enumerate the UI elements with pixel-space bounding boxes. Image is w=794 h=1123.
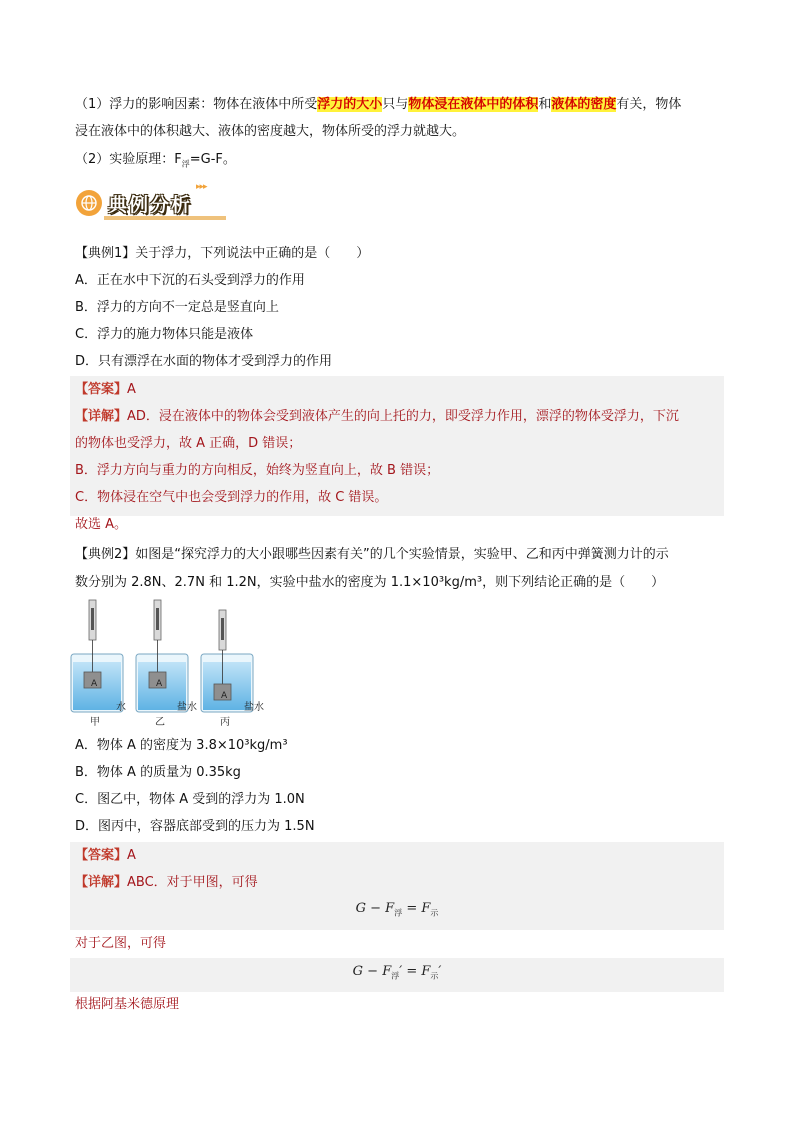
formula-prime: ′: [438, 964, 442, 979]
answer-value: A: [127, 382, 136, 397]
example1-option-a: A．正在水中下沉的石头受到浮力的作用: [75, 273, 305, 288]
principle-text: （1）浮力的影响因素：物体在液体中所受: [75, 97, 318, 112]
answer-value: A: [127, 848, 136, 863]
answer-tag: 【答案】: [75, 848, 128, 863]
example2-option-d: D．图丙中，容器底部受到的压力为 1.5N: [75, 819, 315, 834]
example2-option-b: B．物体 A 的质量为 0.35kg: [75, 765, 241, 780]
formula-var: F: [421, 964, 431, 979]
formula-op: −: [363, 964, 383, 979]
example1-answer: [75, 380, 136, 400]
example2-option-a: A．物体 A 的密度为 3.8×10³kg/m³: [75, 738, 288, 753]
principle-line-1: [75, 95, 681, 115]
principle-text: （2）实验原理：F: [75, 152, 182, 167]
formula-var: F: [382, 964, 392, 979]
experiment-figure: [70, 596, 280, 730]
example1-option-c: C．浮力的施力物体只能是液体: [75, 327, 254, 342]
example1-detail-line-2: 的物体也受浮力，故 A 正确，D 错误；: [75, 436, 302, 451]
formula-op: −: [365, 901, 386, 916]
detail-tag: 【详解】: [75, 875, 128, 890]
liquid-label-water: 水: [116, 702, 126, 713]
example1-option-d: D．只有漂浮在水面的物体才受到浮力的作用: [75, 354, 333, 369]
example1-detail-line-5: 故选 A。: [75, 517, 128, 532]
beaker-yi: [136, 600, 188, 712]
beaker-label-jia: 甲: [90, 717, 100, 728]
formula-sub: 示: [430, 971, 439, 981]
example2-question-line-2: 数分别为 2.8N、2.7N 和 1.2N，实验中盐水的密度为 1.1×10³kg/m³，则下列结论正确的是（ ）: [75, 575, 665, 590]
formula-op: =: [402, 964, 422, 979]
example2-option-c: C．图乙中，物体 A 受到的浮力为 1.0N: [75, 792, 305, 807]
beaker-label-yi: 乙: [155, 717, 165, 728]
principle-text: 和: [538, 97, 552, 112]
principle-text: =G-F。: [189, 152, 236, 167]
principle-line-3: [75, 150, 236, 175]
beaker-label-bing: 丙: [220, 717, 230, 728]
arrows-icon: ▸▸▸: [196, 182, 207, 192]
formula-var: F: [385, 901, 395, 916]
highlight-buoyancy-size: 浮力的大小: [317, 97, 383, 112]
example2-detail-line-3: 根据阿基米德原理: [75, 997, 180, 1012]
liquid-label-saltwater: 盐水: [244, 702, 264, 713]
formula-sub: 浮: [391, 971, 400, 981]
globe-icon: [76, 190, 102, 216]
formula-var: F: [421, 901, 431, 916]
formula-prime: ′: [399, 964, 403, 979]
formula-var: G: [355, 901, 366, 916]
detail-tag: 【详解】: [75, 409, 128, 424]
highlight-liquid-density: 液体的密度: [551, 97, 617, 112]
formula-sub: 示: [430, 908, 439, 918]
formula-op: =: [402, 901, 422, 916]
beaker-jia: [71, 600, 123, 712]
example2-detail-line-1: [75, 873, 258, 893]
formula-sub: 浮: [394, 908, 403, 918]
principle-text: 有关，物体: [616, 97, 682, 112]
example1-question: 【典例1】关于浮力，下列说法中正确的是（ ）: [75, 246, 370, 261]
block-label-a: A: [91, 679, 98, 689]
formula-var: G: [352, 964, 364, 979]
example2-detail-line-2: 对于乙图，可得: [75, 936, 167, 951]
formula-2: [70, 964, 724, 982]
formula-1: [70, 901, 724, 919]
banner-title: 典例分析: [108, 194, 193, 216]
detail-text: ABC．对于甲图，可得: [127, 875, 258, 890]
example1-option-b: B．浮力的方向不一定总是竖直向上: [75, 300, 279, 315]
block-label-a: A: [221, 691, 228, 701]
example2-question-line-1: 【典例2】如图是“探究浮力的大小跟哪些因素有关”的几个实验情景，实验甲、乙和丙中弹簧测力计的示: [75, 547, 669, 562]
section-banner: [76, 182, 226, 222]
detail-text: AD．浸在液体中的物体会受到液体产生的向上托的力，即受浮力作用，漂浮的物体受浮力，下沉: [127, 409, 679, 424]
example1-detail-line-3: B．浮力方向与重力的方向相反，始终为竖直向上，故 B 错误；: [75, 463, 440, 478]
example1-detail-line-1: [75, 407, 679, 427]
example2-answer: [75, 846, 136, 866]
liquid-label-saltwater: 盐水: [177, 702, 197, 713]
highlight-immersed-volume: 物体浸在液体中的体积: [408, 97, 539, 112]
example1-detail-line-4: C．物体浸在空气中也会受到浮力的作用，故 C 错误。: [75, 490, 388, 505]
block-label-a: A: [156, 679, 163, 689]
principle-line-2: 浸在液体中的体积越大、液体的密度越大，物体所受的浮力就越大。: [75, 124, 466, 139]
principle-text: 只与: [382, 97, 409, 112]
answer-tag: 【答案】: [75, 382, 128, 397]
subscript: 浮: [181, 159, 190, 169]
